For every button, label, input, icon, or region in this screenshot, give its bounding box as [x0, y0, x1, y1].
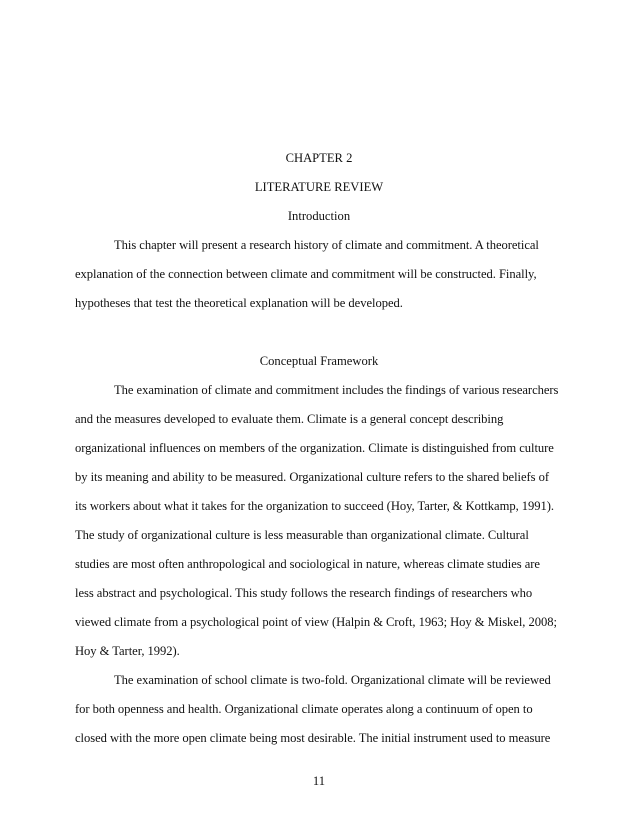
paragraph-line: The examination of school climate is two-fold. Organizational climate will be reviewed [114, 673, 551, 687]
paragraph-line: and the measures developed to evaluate them. Climate is a general concept describing [75, 412, 504, 426]
paragraph-line: by its meaning and ability to be measured. Organizational culture refers to the shared beliefs of [75, 470, 550, 484]
paragraph-line: explanation of the connection between climate and commitment will be constructed. Finally, [75, 267, 537, 281]
paragraph-line: for both openness and health. Organizational climate operates along a continuum of open to [75, 702, 533, 716]
paragraph-line: studies are most often anthropological and sociological in nature, whereas climate studies are [75, 557, 540, 571]
paragraph-line: less abstract and psychological. This study follows the research findings of researchers who [75, 586, 533, 600]
paragraph-line: The study of organizational culture is less measurable than organizational climate. Cultural [75, 528, 529, 542]
paragraph-line: The examination of climate and commitment includes the findings of various researchers [114, 383, 559, 397]
chapter-label: CHAPTER 2 [285, 151, 353, 165]
paragraph-line: organizational influences on members of the organization. Climate is distinguished from culture [75, 441, 554, 455]
paragraph-line: This chapter will present a research history of climate and commitment. A theoretical [114, 238, 539, 252]
chapter-title: LITERATURE REVIEW [254, 180, 384, 194]
paragraph-line: its workers about what it takes for the organization to succeed (Hoy, Tarter, & Kottkamp, 1991). [75, 499, 555, 513]
framework-heading: Conceptual Framework [259, 354, 379, 368]
page-number: 11 [312, 774, 326, 788]
paragraph-line: viewed climate from a psychological point of view (Halpin & Croft, 1963; Hoy & Miskel, 2008; [75, 615, 557, 629]
introduction-heading: Introduction [287, 209, 351, 223]
paragraph-line: Hoy & Tarter, 1992). [75, 644, 180, 658]
paragraph-line: closed with the more open climate being most desirable. The initial instrument used to measure [75, 731, 551, 745]
paragraph-line: hypotheses that test the theoretical explanation will be developed. [75, 296, 403, 310]
